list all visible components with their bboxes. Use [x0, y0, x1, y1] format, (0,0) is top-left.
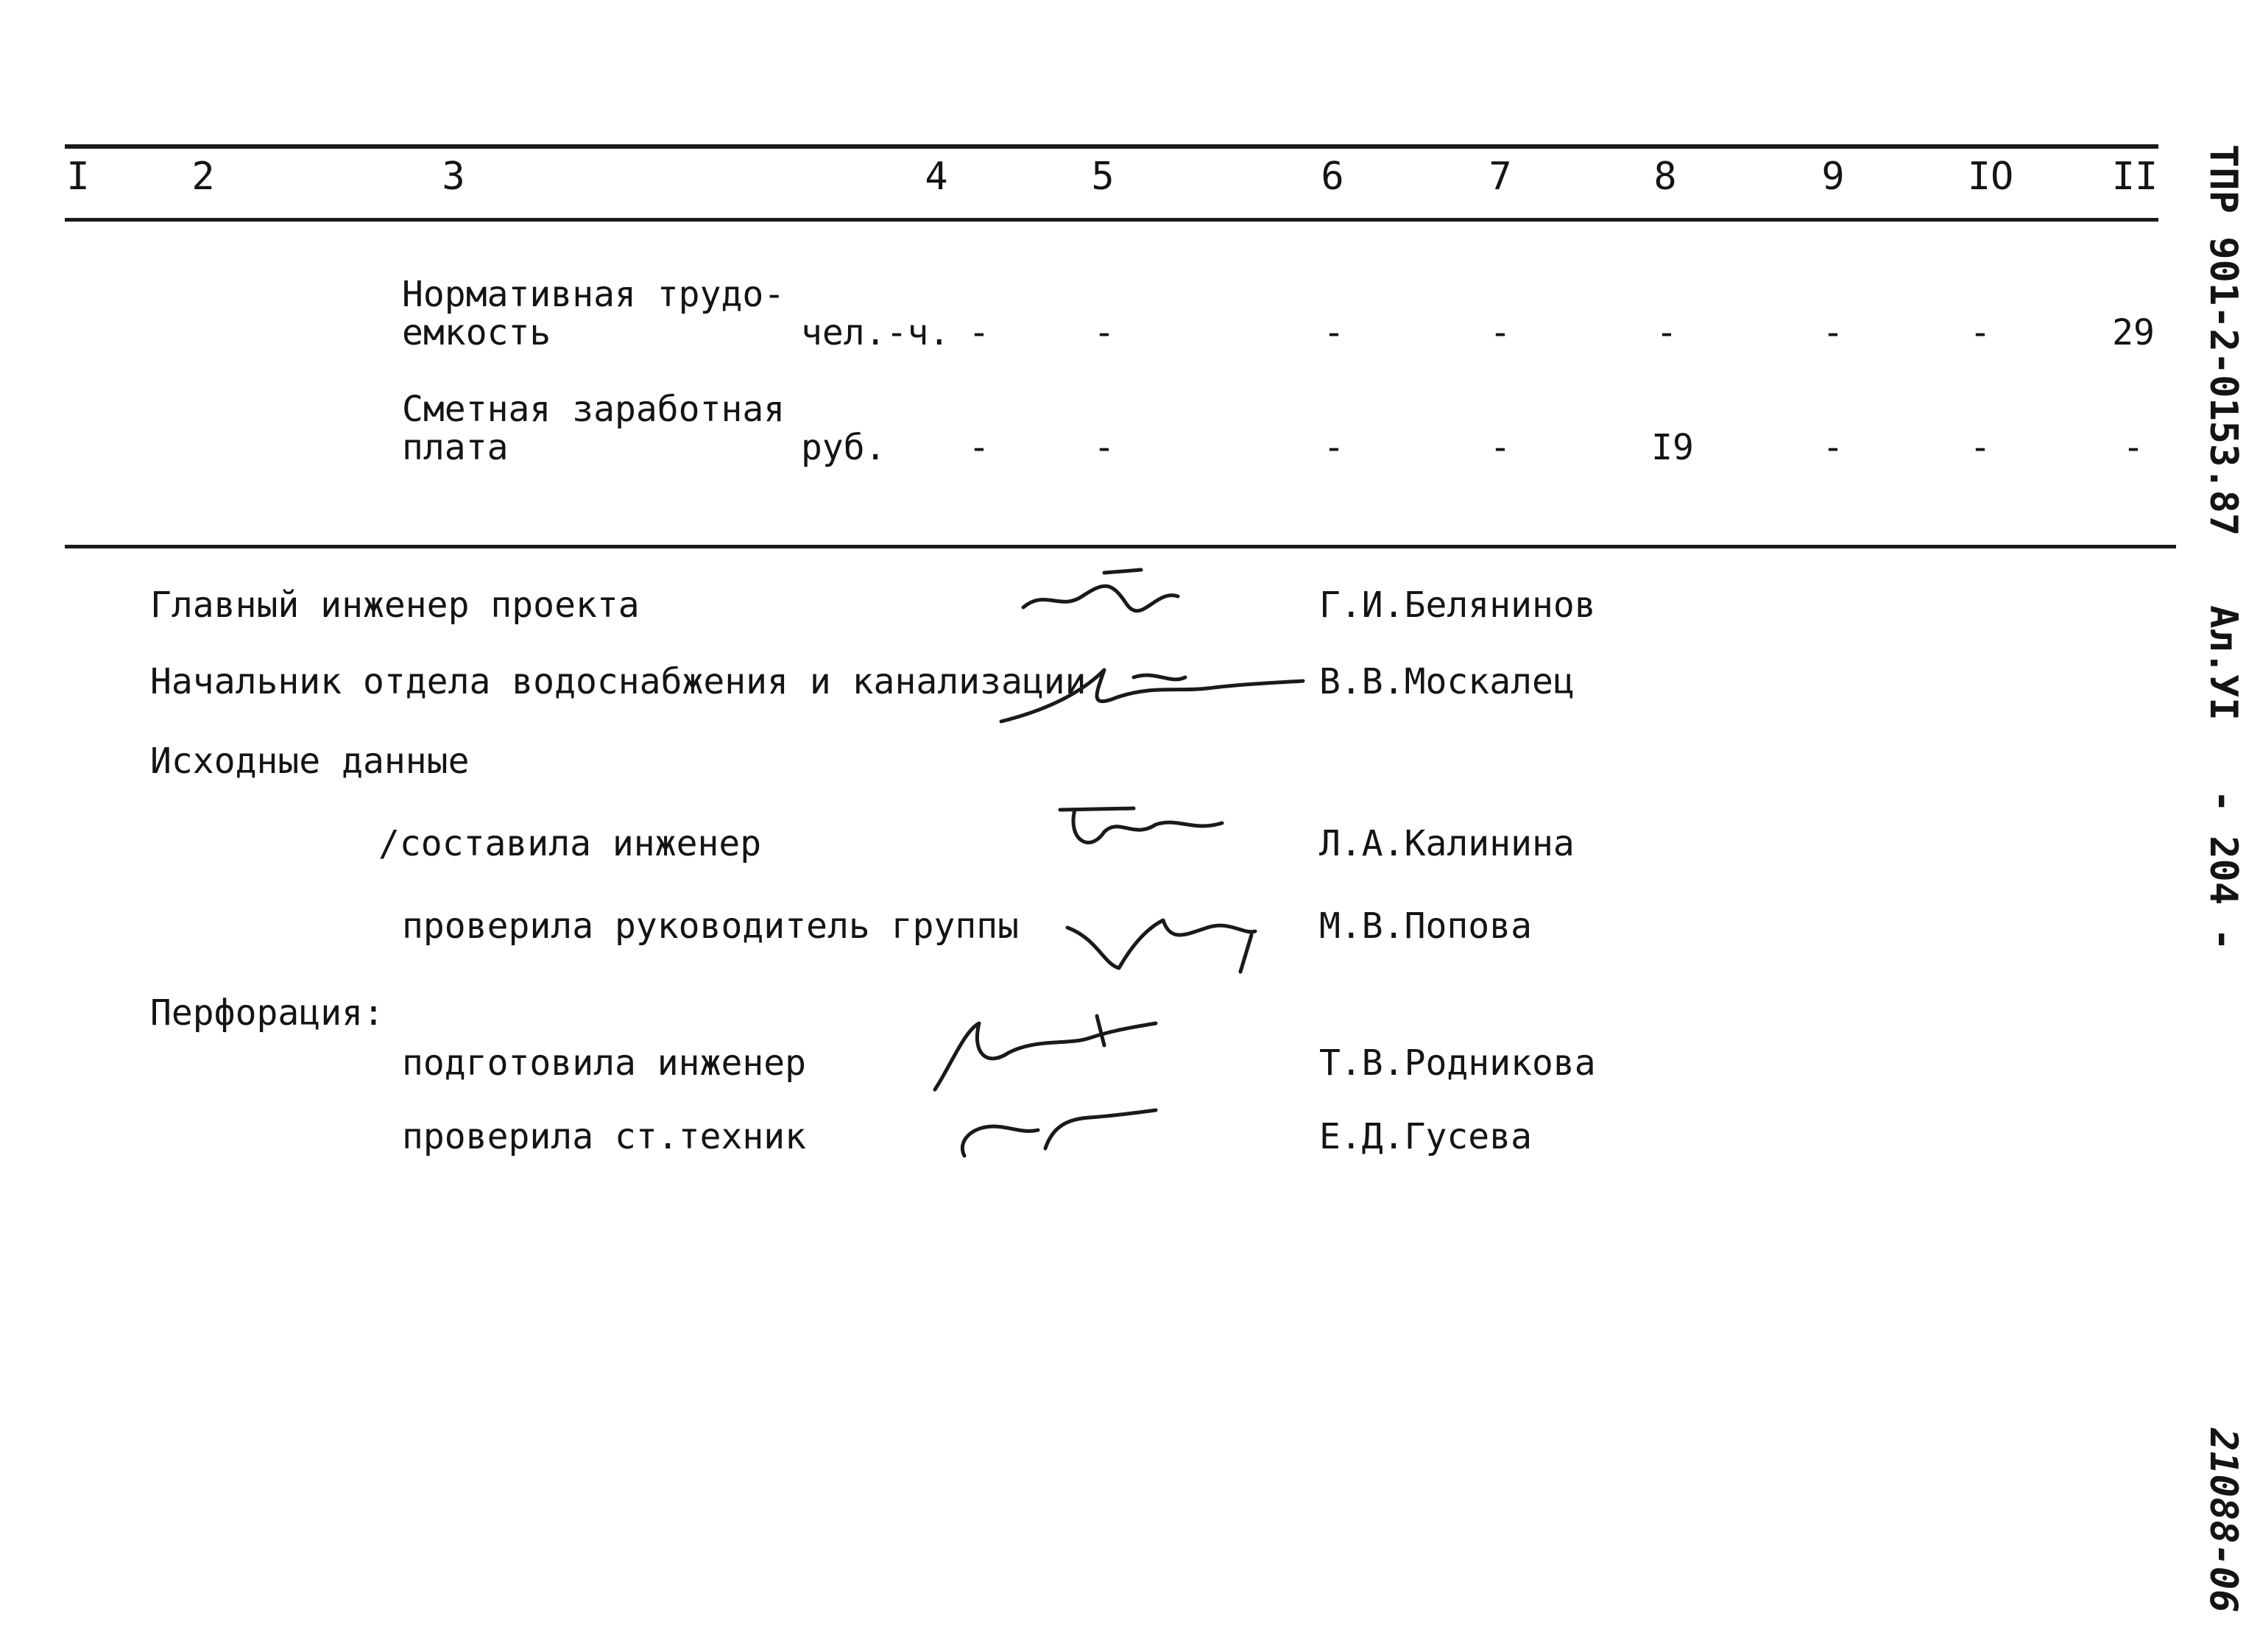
column-header: IO — [1967, 155, 2014, 199]
row-cell: - — [1093, 312, 1115, 353]
handwritten-signature — [1060, 898, 1266, 979]
table-header-rule — [65, 218, 2158, 222]
signature-name: Л.А.Калинина — [1319, 823, 1575, 864]
row-cell: - — [1323, 312, 1345, 353]
signature-title: Начальник отдела водоснабжения и канализации — [150, 661, 1087, 702]
row-cell: - — [1093, 427, 1115, 468]
column-header: 5 — [1091, 155, 1115, 199]
column-header: 7 — [1489, 155, 1512, 199]
row-cell: - — [1489, 427, 1511, 468]
handwritten-signature — [942, 1097, 1163, 1163]
row-unit: руб. — [801, 427, 886, 468]
signature-name: Е.Д.Гусева — [1319, 1116, 1532, 1157]
signature-name: Т.В.Родникова — [1319, 1042, 1596, 1084]
signature-title: проверила руководитель группы — [402, 906, 1020, 947]
column-header: 6 — [1321, 155, 1344, 199]
section-heading: Перфорация: — [150, 992, 384, 1034]
row-cell: - — [1489, 312, 1511, 353]
row-label: емкость — [402, 312, 551, 353]
signature-name: В.В.Москалец — [1319, 661, 1575, 702]
row-cell: - — [968, 312, 990, 353]
row-label: плата — [402, 427, 509, 468]
row-cell: I9 — [1651, 427, 1694, 468]
column-header: 9 — [1821, 155, 1845, 199]
column-header: 2 — [191, 155, 215, 199]
row-cell: - — [1822, 427, 1844, 468]
signature-name: М.В.Попова — [1319, 906, 1532, 947]
handwritten-signature — [986, 648, 1325, 736]
column-header: 4 — [925, 155, 948, 199]
row-cell: - — [1969, 312, 1991, 353]
side-stamp: ТПР 901-2-0153.87 Ал.УI - 204 - — [2201, 144, 2245, 951]
side-number: 21088-06 — [2201, 1428, 2245, 1613]
signature-title: /составила инженер — [378, 823, 762, 864]
signature-name: Г.И.Белянинов — [1319, 585, 1596, 626]
column-header: II — [2111, 155, 2158, 199]
signature-title: Главный инженер проекта — [150, 585, 640, 626]
row-cell: - — [2122, 427, 2144, 468]
handwritten-signature — [1016, 567, 1193, 626]
signature-title: проверила ст.техник — [402, 1116, 807, 1157]
handwritten-signature — [920, 1009, 1170, 1097]
column-header: I — [66, 155, 90, 199]
row-cell: - — [1656, 312, 1678, 353]
row-label: Сметная заработная — [402, 389, 785, 430]
row-unit: чел.-ч. — [801, 312, 950, 353]
row-cell: - — [968, 427, 990, 468]
row-cell: 29 — [2112, 312, 2155, 353]
section-heading: Исходные данные — [150, 741, 470, 782]
row-cell: - — [1323, 427, 1345, 468]
signature-title: подготовила инженер — [402, 1042, 807, 1084]
row-label: Нормативная трудо- — [402, 274, 785, 315]
table-bottom-rule — [65, 545, 2176, 548]
column-header: 3 — [442, 155, 465, 199]
row-cell: - — [1822, 312, 1844, 353]
column-header: 8 — [1653, 155, 1677, 199]
table-top-rule — [65, 144, 2158, 149]
row-cell: - — [1969, 427, 1991, 468]
handwritten-signature — [1045, 795, 1237, 869]
